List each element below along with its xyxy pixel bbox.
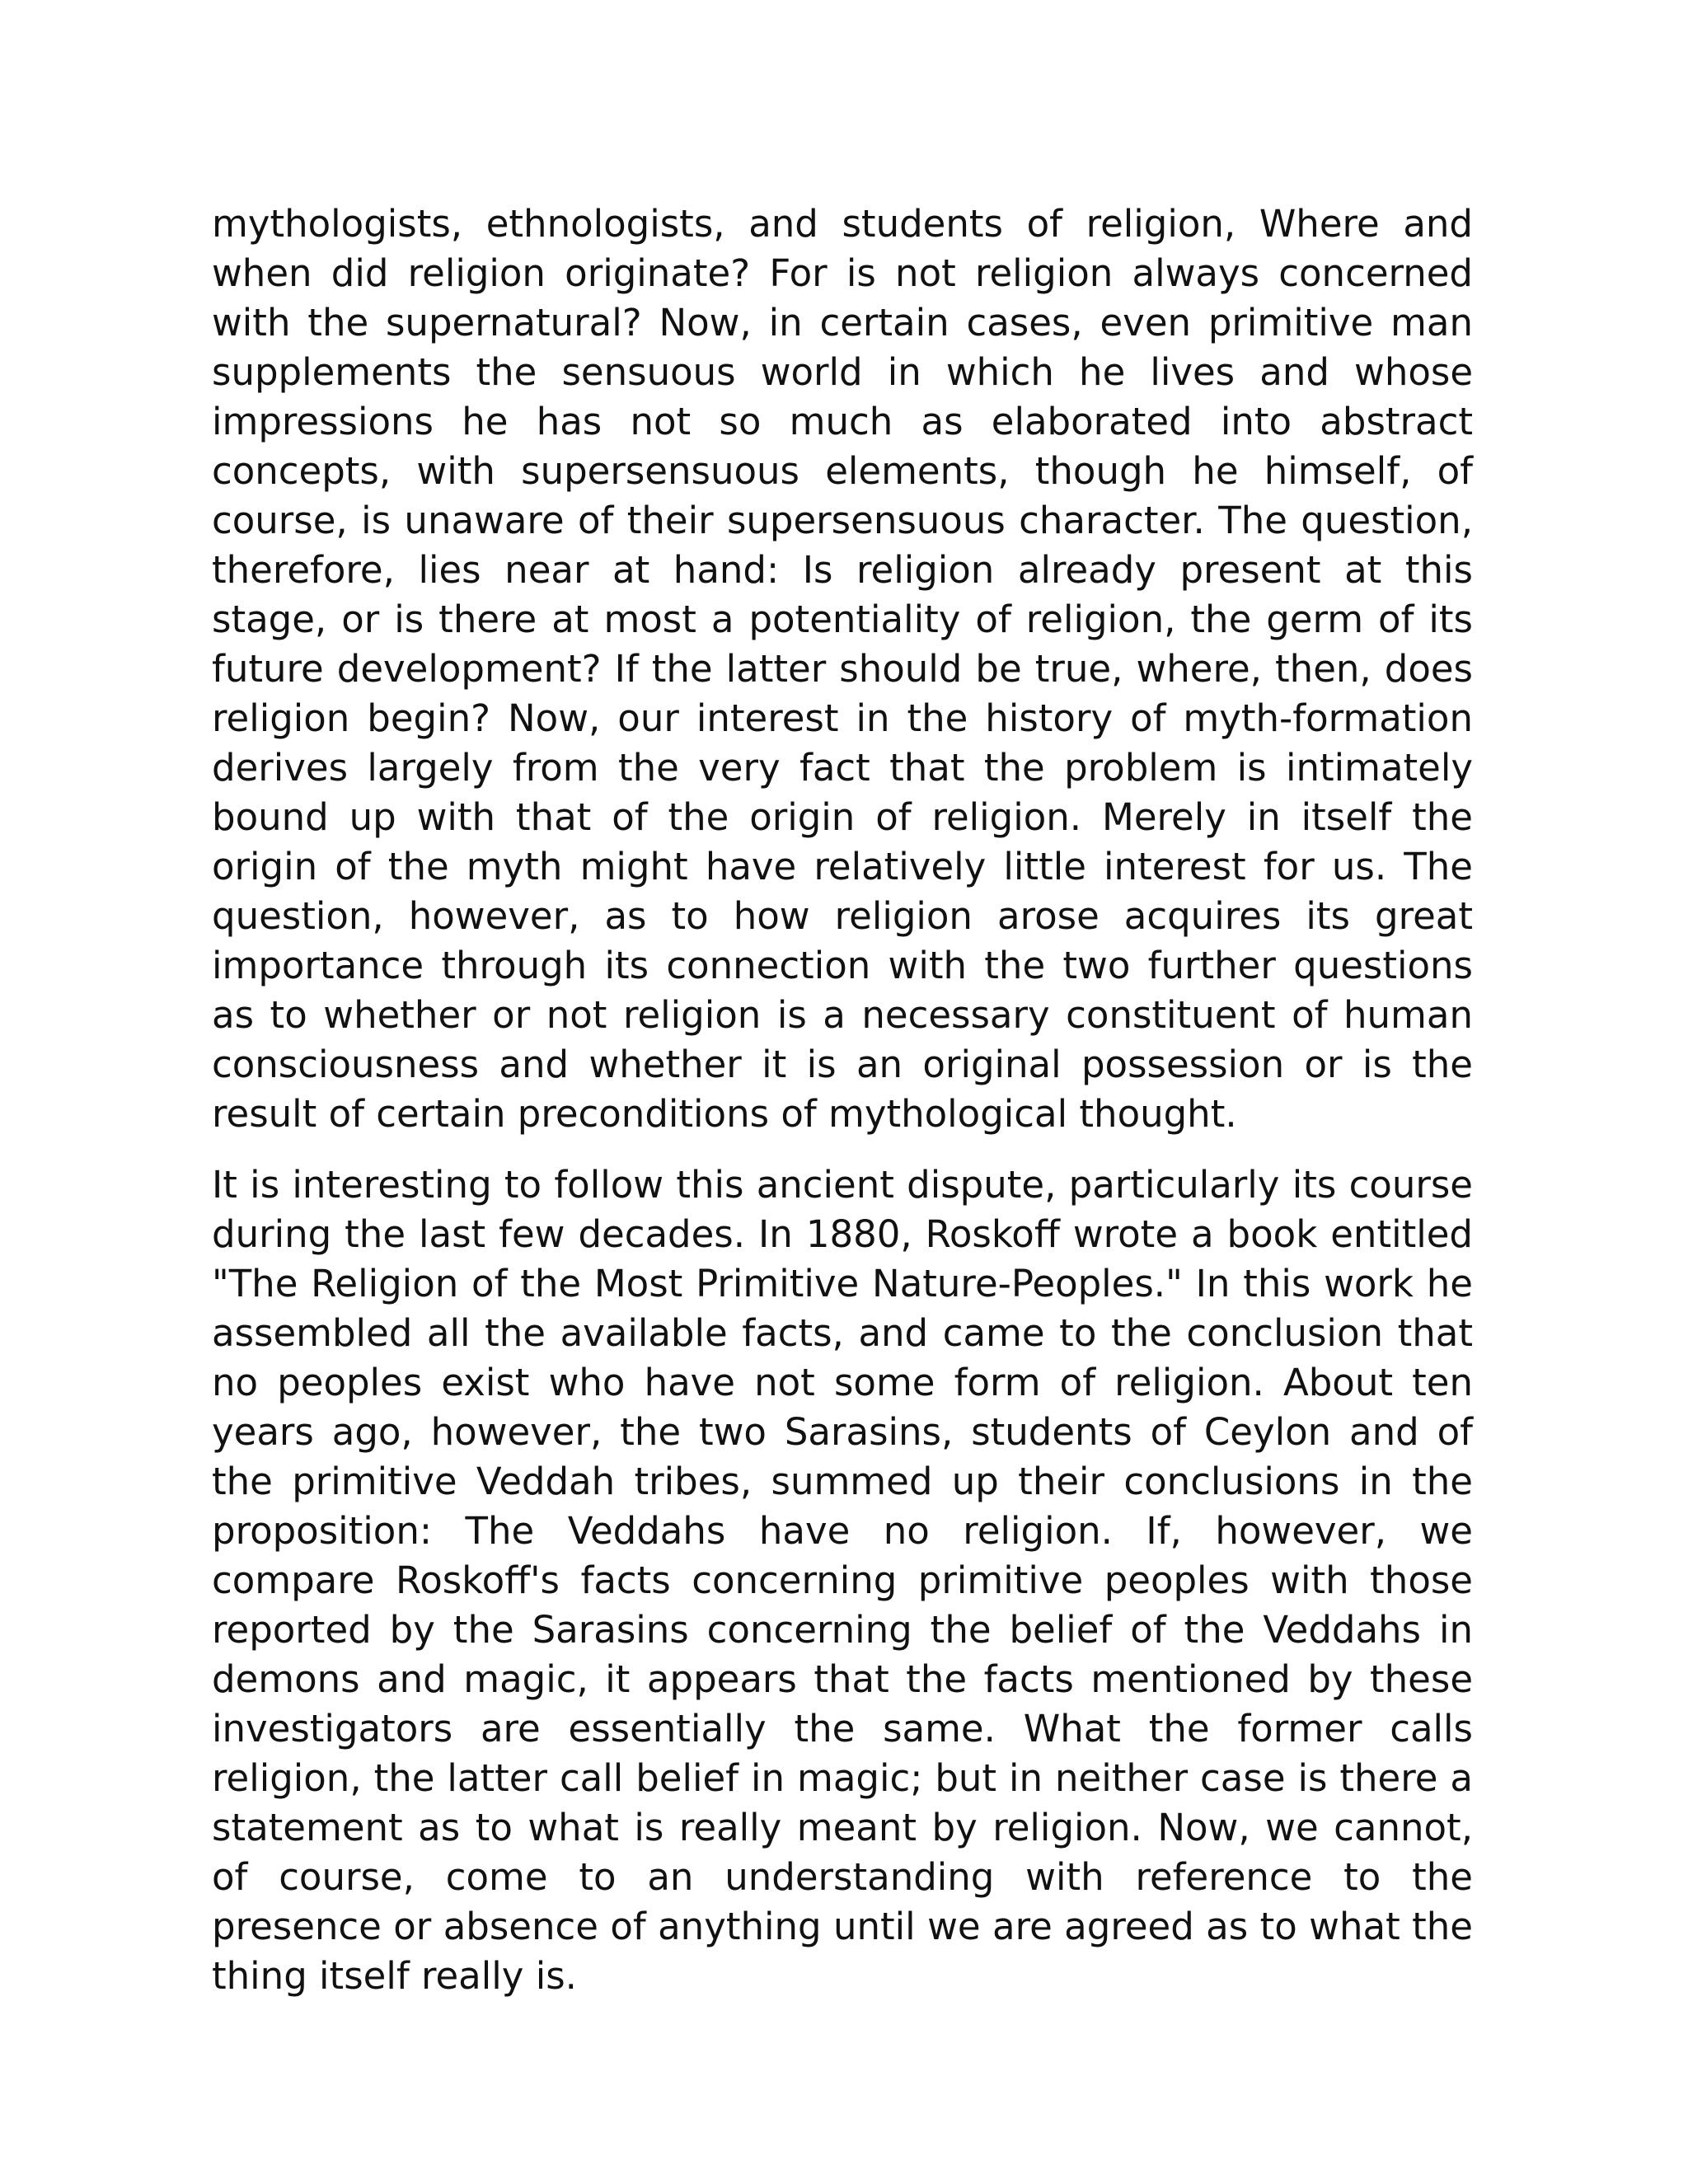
paragraph: mythologists, ethnologists, and students of religion, Where and when did religion originate? For is not religion always concerned with the supernatural? Now, in certain cases, even primitive man supplements the sensuous world in which he lives and whose impressions he has not so much as elaborated into abstract concepts, with supersensuous elements, though he himself, of course, is unaware of their supersensuous character. The question, therefore, lies near at hand: Is religion already present at this stage, or is there at most a potentiality of religion, the germ of its future development? If the latter should be true, where, then, does religion begin? Now, our interest in the history of myth-formation derives largely from the very fact that the problem is intimately bound up with that of the origin of religion. Merely in itself the origin of the myth might have relatively little interest for us. The question, however, as to how religion arose acquires its great importance through its connection with the two further questions as to whether or not religion is a necessary constituent of human consciousness and whether it is an original possession or is the result of certain preconditions of mythological thought.: [212, 202, 1473, 1136]
paragraph: It is interesting to follow this ancient dispute, particularly its course during the last few decades. In 1880, Roskoff wrote a book entitled "The Religion of the Most Primitive Nature-Peoples." In this work he assembled all the available facts, and came to the conclusion that no peoples exist who have not some form of religion. About ten years ago, however, the two Sarasins, students of Ceylon and of the primitive Veddah tribes, summed up their conclusions in the proposition: The Veddahs have no religion. If, however, we compare Roskoff's facts concerning primitive peoples with those reported by the Sarasins concerning the belief of the Veddahs in demons and magic, it appears that the facts mentioned by these investigators are essentially the same. What the former calls religion, the latter call belief in magic; but in neither case is there a statement as to what is really meant by religion. Now, we cannot, of course, come to an understanding with reference to the presence or absence of anything until we are agreed as to what the thing itself really is.: [212, 1163, 1473, 1998]
body-text: [212, 199, 1473, 2001]
